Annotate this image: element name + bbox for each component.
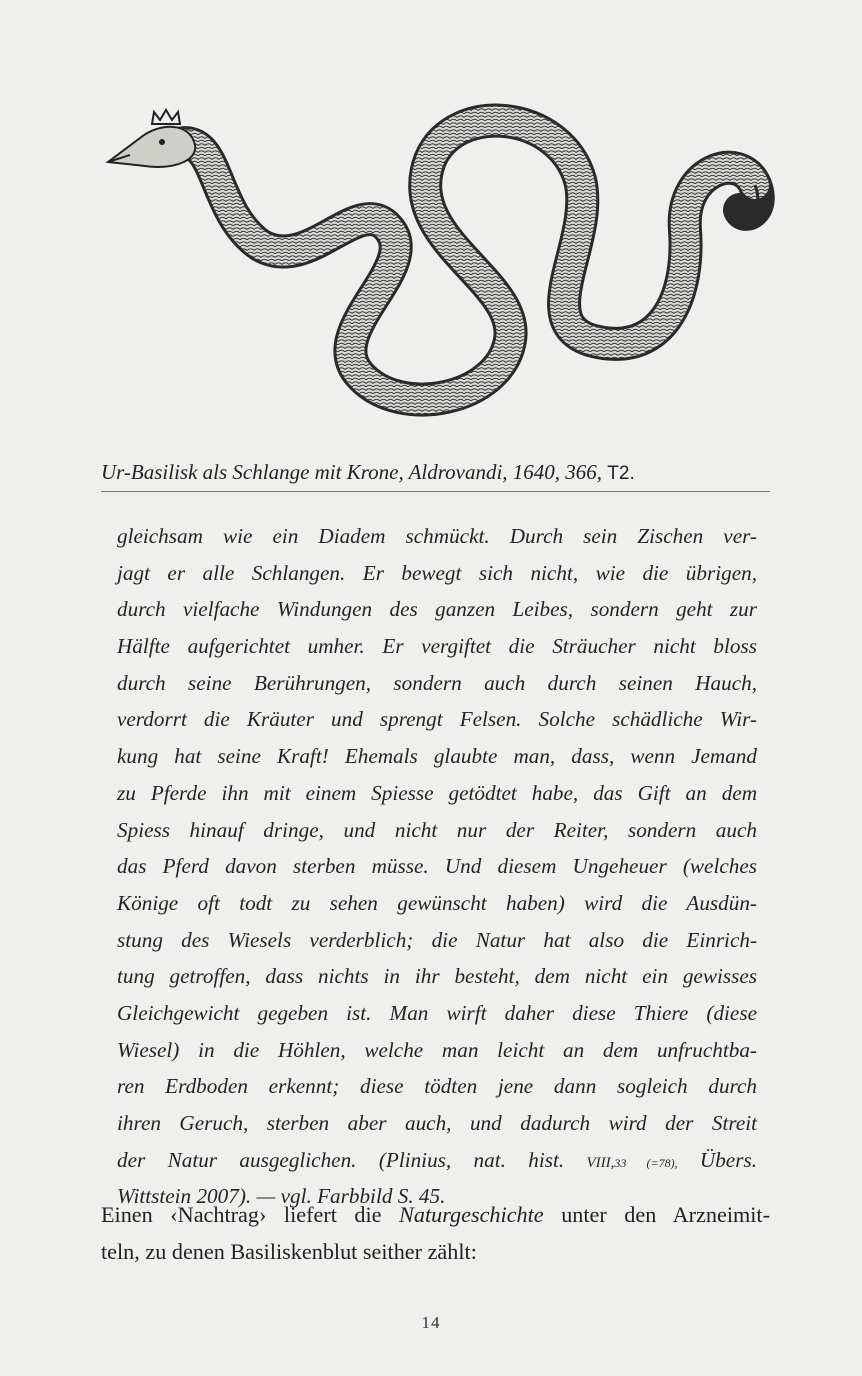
quote-line: das Pferd davon sterben müsse. Und diesem Ungeheuer (welches (117, 854, 757, 879)
body-line (101, 1197, 770, 1234)
quote-line: Hälfte aufgerichtet umher. Er vergiftet die Sträucher nicht bloss (117, 634, 757, 659)
body-text-start: Einen ‹Nachtrag› liefert die (101, 1202, 382, 1227)
quote-line: stung des Wiesels verderblich; die Natur hat also die Einrich- (117, 927, 757, 952)
caption-text: Ur-Basilisk als Schlange mit Krone, Aldrovandi, 1640, 366, (101, 460, 603, 484)
citation-reference: VIII, (586, 1154, 615, 1171)
crown-icon (152, 110, 180, 124)
quote-line: verdorrt die Kräuter und sprengt Felsen. Solche schädliche Wir- (117, 707, 757, 732)
citation-reference-sub: 33 (=78), (614, 1155, 678, 1170)
basilisk-serpent-illustration (100, 100, 780, 430)
quote-line: durch vielfache Windungen des ganzen Leibes, sondern geht zur (117, 597, 757, 622)
caption-tag: T2. (607, 463, 635, 484)
serpent-head (108, 127, 195, 167)
quote-line: Spiess hinauf dringe, und nicht nur der Reiter, sondern auch (117, 817, 757, 842)
emphasized-title: Naturgeschichte (399, 1202, 544, 1227)
page-number: 14 (421, 1313, 441, 1332)
quote-line: ren Erdboden erkennt; diese tödten jene dann sogleich durch (117, 1074, 757, 1099)
quote-line: zu Pferde ihn mit einem Spiesse getödtet habe, das Gift an dem (117, 780, 757, 805)
citation-end: Übers. (699, 1147, 757, 1172)
quote-line: Gleichgewicht gegeben ist. Man wirft daher diese Thiere (diese (117, 1000, 757, 1025)
quote-citation-line (117, 1142, 757, 1179)
body-text (101, 1197, 770, 1270)
quote-line: Wittstein 2007). — vgl. Farbbild S. 45. (117, 1184, 446, 1209)
citation-text: der Natur ausgeglichen. (Plinius, nat. hist. (117, 1147, 565, 1172)
quote-line: ihren Geruch, sterben aber auch, und dadurch wird der Streit (117, 1111, 757, 1135)
quote-line: durch seine Berührungen, sondern auch durch seinen Hauch, (117, 670, 757, 695)
body-text-end: unter den Arzneimit- (561, 1202, 770, 1227)
quote-line: tung getroffen, dass nichts in ihr besteht, dem nicht ein gewisses (117, 964, 757, 989)
caption-divider (101, 491, 770, 492)
quote-line: gleichsam wie ein Diadem schmückt. Durch sein Zischen ver- (117, 524, 757, 548)
quote-line: Wiesel) in die Höhlen, welche man leicht an dem unfruchtba- (117, 1037, 757, 1062)
quote-line: kung hat seine Kraft! Ehemals glaubte man, dass, wenn Jemand (117, 744, 757, 769)
quote-line: Könige oft todt zu sehen gewünscht haben) wird die Ausdün- (117, 890, 757, 915)
quote-line: jagt er alle Schlangen. Er bewegt sich nicht, wie die übrigen, (117, 560, 757, 585)
quoted-passage (117, 518, 757, 1215)
figure-caption (101, 460, 741, 485)
body-line: teln, zu denen Basiliskenblut seither zählt: (101, 1238, 477, 1264)
